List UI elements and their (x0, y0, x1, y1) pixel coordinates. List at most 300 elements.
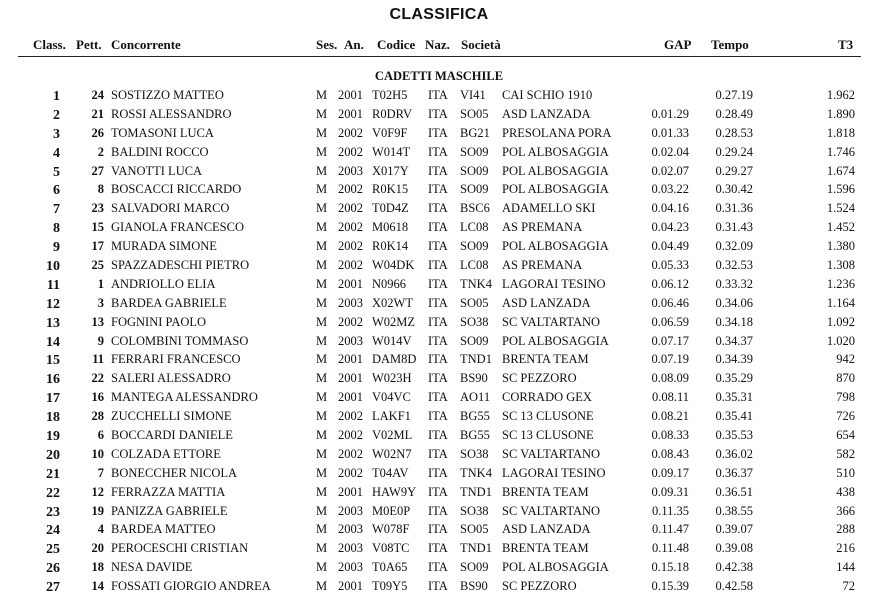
bib-number: 18 (91, 560, 104, 575)
birth-year: 2002 (338, 220, 363, 235)
birth-year: 2001 (338, 484, 363, 499)
t3-points: 1.380 (826, 239, 855, 254)
club-name: ASD LANZADA (502, 106, 591, 121)
header-year: An. (344, 37, 364, 52)
birth-year: 2003 (338, 163, 363, 178)
bib-number: 19 (91, 503, 104, 518)
header-club: Società (461, 37, 501, 52)
position: 15 (46, 353, 60, 369)
gap-time: 0.01.33 (651, 125, 689, 140)
sex: M (316, 125, 328, 140)
t3-points: 438 (836, 484, 855, 499)
t3-points: 870 (836, 371, 855, 386)
sex: M (316, 428, 328, 443)
gap-time: 0.08.33 (651, 428, 689, 443)
competitor-name: COLZADA ETTORE (111, 446, 221, 461)
club-code: BG21 (460, 125, 490, 140)
sex: M (316, 295, 328, 310)
table-row (0, 426, 878, 445)
competitor-name: MURADA SIMONE (111, 239, 217, 254)
competitor-name: COLOMBINI TOMMASO (111, 333, 249, 348)
birth-year: 2002 (338, 258, 363, 273)
club-name: LAGORAI TESINO (502, 276, 606, 291)
position: 24 (46, 523, 60, 539)
bib-number: 10 (91, 446, 104, 461)
birth-year: 2001 (338, 352, 363, 367)
header-sex: Ses. (316, 37, 338, 52)
nationality: ITA (428, 106, 448, 121)
header-divider (18, 56, 861, 57)
nationality: ITA (428, 276, 448, 291)
position: 6 (53, 183, 60, 199)
birth-year: 2001 (338, 276, 363, 291)
birth-year: 2003 (338, 503, 363, 518)
competitor-name: SPAZZADESCHI PIETRO (111, 258, 250, 273)
bib-number: 16 (91, 390, 104, 405)
sex: M (316, 333, 328, 348)
finish-time: 0.36.02 (715, 446, 753, 461)
sex: M (316, 144, 328, 159)
header-nationality: Naz. (425, 37, 450, 52)
competitor-name: ZUCCHELLI SIMONE (111, 409, 232, 424)
table-row (0, 332, 878, 351)
bib-number: 27 (91, 163, 104, 178)
finish-time: 0.35.29 (715, 371, 753, 386)
t3-points: 582 (836, 446, 855, 461)
header-class: Class. (33, 37, 66, 52)
club-name: SC 13 CLUSONE (502, 428, 594, 443)
club-code: BS90 (460, 579, 488, 594)
competitor-name: MANTEGA ALESSANDRO (111, 390, 258, 405)
birth-year: 2003 (338, 560, 363, 575)
birth-year: 2002 (338, 428, 363, 443)
competitor-name: FOGNINI PAOLO (111, 314, 207, 329)
position: 8 (53, 221, 60, 237)
birth-year: 2002 (338, 182, 363, 197)
athlete-code: W023H (372, 371, 412, 386)
competitor-name: ROSSI ALESSANDRO (111, 106, 232, 121)
position: 23 (46, 504, 60, 520)
club-name: AS PREMANA (502, 220, 583, 235)
birth-year: 2003 (338, 333, 363, 348)
position: 18 (46, 410, 60, 426)
gap-time: 0.04.23 (651, 220, 689, 235)
competitor-name: PEROCESCHI CRISTIAN (111, 541, 249, 556)
nationality: ITA (428, 484, 448, 499)
finish-time: 0.34.06 (715, 295, 753, 310)
club-code: SO09 (460, 239, 489, 254)
header-t3: T3 (838, 37, 854, 52)
nationality: ITA (428, 503, 448, 518)
club-name: SC PEZZORO (502, 579, 577, 594)
club-code: BG55 (460, 409, 490, 424)
club-code: BS90 (460, 371, 488, 386)
nationality: ITA (428, 201, 448, 216)
club-code: SO09 (460, 144, 489, 159)
t3-points: 1.818 (826, 125, 855, 140)
competitor-name: BOCCARDI DANIELE (111, 428, 233, 443)
nationality: ITA (428, 182, 448, 197)
position: 7 (53, 202, 60, 218)
nationality: ITA (428, 541, 448, 556)
club-code: SO09 (460, 182, 489, 197)
birth-year: 2002 (338, 446, 363, 461)
bib-number: 26 (91, 125, 104, 140)
sex: M (316, 182, 328, 197)
gap-time: 0.06.59 (651, 314, 689, 329)
nationality: ITA (428, 522, 448, 537)
birth-year: 2002 (338, 314, 363, 329)
gap-time: 0.09.17 (651, 465, 689, 480)
finish-time: 0.39.08 (715, 541, 753, 556)
competitor-name: SALVADORI MARCO (111, 201, 230, 216)
gap-time: 0.15.39 (651, 579, 689, 594)
position: 21 (46, 466, 60, 482)
competitor-name: NESA DAVIDE (111, 560, 193, 575)
nationality: ITA (428, 428, 448, 443)
nationality: ITA (428, 352, 448, 367)
t3-points: 1.674 (826, 163, 855, 178)
gap-time: 0.08.11 (651, 390, 689, 405)
table-row (0, 143, 878, 162)
t3-points: 1.164 (826, 295, 855, 310)
sex: M (316, 560, 328, 575)
athlete-code: R0K14 (372, 239, 409, 254)
table-row (0, 105, 878, 124)
gap-time: 0.11.47 (651, 522, 689, 537)
sex: M (316, 239, 328, 254)
finish-time: 0.36.37 (715, 465, 753, 480)
club-code: SO05 (460, 106, 489, 121)
athlete-code: W02N7 (372, 446, 412, 461)
club-code: TND1 (460, 484, 492, 499)
sex: M (316, 276, 328, 291)
header-gap: GAP (664, 37, 692, 52)
nationality: ITA (428, 314, 448, 329)
birth-year: 2002 (338, 144, 363, 159)
athlete-code: W014V (372, 333, 412, 348)
club-code: SO09 (460, 560, 489, 575)
birth-year: 2001 (338, 88, 363, 102)
club-name: LAGORAI TESINO (502, 465, 606, 480)
t3-points: 1.524 (826, 201, 855, 216)
nationality: ITA (428, 220, 448, 235)
t3-points: 510 (836, 465, 855, 480)
finish-time: 0.31.43 (715, 220, 753, 235)
table-row (0, 520, 878, 539)
table-row (0, 86, 878, 105)
bib-number: 7 (97, 465, 104, 480)
nationality: ITA (428, 579, 448, 594)
finish-time: 0.36.51 (715, 484, 753, 499)
club-name: POL ALBOSAGGIA (502, 560, 609, 575)
nationality: ITA (428, 560, 448, 575)
club-name: SC VALTARTANO (502, 503, 601, 518)
finish-time: 0.29.27 (715, 163, 753, 178)
birth-year: 2001 (338, 371, 363, 386)
competitor-name: VANOTTI LUCA (111, 163, 203, 178)
club-code: VI41 (460, 88, 486, 102)
nationality: ITA (428, 295, 448, 310)
athlete-code: V08TC (372, 541, 410, 556)
table-row (0, 237, 878, 256)
position: 11 (46, 277, 60, 293)
t3-points: 798 (836, 390, 855, 405)
position: 2 (53, 107, 60, 123)
club-name: ADAMELLO SKI (502, 201, 596, 216)
table-row (0, 256, 878, 275)
club-name: POL ALBOSAGGIA (502, 239, 609, 254)
bib-number: 11 (92, 352, 104, 367)
finish-time: 0.34.18 (715, 314, 753, 329)
birth-year: 2002 (338, 125, 363, 140)
finish-time: 0.30.42 (715, 182, 753, 197)
sex: M (316, 579, 328, 594)
sex: M (316, 484, 328, 499)
position: 13 (46, 315, 60, 331)
table-row (0, 558, 878, 577)
nationality: ITA (428, 409, 448, 424)
club-code: TNK4 (460, 276, 492, 291)
nationality: ITA (428, 465, 448, 480)
bib-number: 13 (91, 314, 104, 329)
sex: M (316, 371, 328, 386)
sex: M (316, 258, 328, 273)
page-title: CLASSIFICA (389, 6, 489, 23)
finish-time: 0.35.41 (715, 409, 753, 424)
competitor-name: BARDEA GABRIELE (111, 295, 227, 310)
gap-time: 0.11.35 (651, 503, 689, 518)
athlete-code: R0K15 (372, 182, 409, 197)
sex: M (316, 446, 328, 461)
club-code: SO09 (460, 333, 489, 348)
gap-time: 0.07.17 (651, 333, 689, 348)
t3-points: 1.596 (826, 182, 855, 197)
club-name: BRENTA TEAM (502, 541, 589, 556)
sex: M (316, 522, 328, 537)
t3-points: 1.962 (826, 88, 855, 102)
header-time: Tempo (711, 37, 749, 52)
athlete-code: X02WT (372, 295, 413, 310)
gap-time: 0.08.09 (651, 371, 689, 386)
finish-time: 0.42.38 (715, 560, 753, 575)
gap-time: 0.15.18 (651, 560, 689, 575)
category-title: CADETTI MASCHILE (374, 69, 504, 83)
birth-year: 2001 (338, 106, 363, 121)
position: 27 (46, 580, 60, 596)
bib-number: 8 (97, 182, 104, 197)
club-name: POL ALBOSAGGIA (502, 163, 609, 178)
club-code: BG55 (460, 428, 490, 443)
gap-time: 0.01.29 (651, 106, 689, 121)
table-row (0, 577, 878, 596)
finish-time: 0.34.39 (715, 352, 753, 367)
competitor-name: BALDINI ROCCO (111, 144, 209, 159)
club-name: AS PREMANA (502, 258, 583, 273)
header-code: Codice (377, 37, 416, 52)
finish-time: 0.28.49 (715, 106, 753, 121)
competitor-name: ANDRIOLLO ELIA (111, 276, 216, 291)
club-name: POL ALBOSAGGIA (502, 144, 609, 159)
sex: M (316, 88, 328, 102)
t3-points: 216 (836, 541, 855, 556)
table-row (0, 388, 878, 407)
position: 4 (53, 145, 60, 161)
sex: M (316, 220, 328, 235)
competitor-name: BARDEA MATTEO (111, 522, 216, 537)
bib-number: 6 (97, 428, 104, 443)
finish-time: 0.35.31 (715, 390, 753, 405)
t3-points: 726 (836, 409, 855, 424)
bib-number: 23 (91, 201, 104, 216)
athlete-code: LAKF1 (372, 409, 411, 424)
table-row (0, 407, 878, 426)
finish-time: 0.29.24 (715, 144, 753, 159)
club-name: SC 13 CLUSONE (502, 409, 594, 424)
table-row (0, 483, 878, 502)
athlete-code: DAM8D (372, 352, 417, 367)
bib-number: 14 (91, 579, 104, 594)
birth-year: 2003 (338, 541, 363, 556)
gap-time: 0.03.22 (651, 182, 689, 197)
club-name: CAI SCHIO 1910 (502, 88, 593, 102)
sex: M (316, 409, 328, 424)
athlete-code: M0E0P (372, 503, 411, 518)
finish-time: 0.33.32 (715, 276, 753, 291)
finish-time: 0.34.37 (715, 333, 753, 348)
gap-time: 0.04.49 (651, 239, 689, 254)
sex: M (316, 465, 328, 480)
club-name: SC VALTARTANO (502, 314, 601, 329)
birth-year: 2002 (338, 409, 363, 424)
position: 19 (46, 429, 60, 445)
bib-number: 4 (97, 522, 104, 537)
club-code: LC08 (460, 258, 489, 273)
birth-year: 2002 (338, 201, 363, 216)
competitor-name: SOSTIZZO MATTEO (111, 88, 224, 102)
position: 5 (53, 164, 60, 180)
sex: M (316, 503, 328, 518)
club-code: BSC6 (460, 201, 490, 216)
position: 9 (53, 240, 60, 256)
finish-time: 0.31.36 (715, 201, 753, 216)
position: 26 (46, 561, 60, 577)
nationality: ITA (428, 258, 448, 273)
nationality: ITA (428, 125, 448, 140)
t3-points: 288 (836, 522, 855, 537)
competitor-name: FERRAZZA MATTIA (111, 484, 226, 499)
athlete-code: T0D4Z (372, 201, 409, 216)
gap-time: 0.02.07 (651, 163, 689, 178)
club-code: SO38 (460, 503, 489, 518)
sex: M (316, 541, 328, 556)
club-code: SO38 (460, 314, 489, 329)
t3-points: 144 (836, 560, 855, 575)
nationality: ITA (428, 163, 448, 178)
athlete-code: W04DK (372, 258, 415, 273)
athlete-code: V0F9F (372, 125, 408, 140)
results-list (0, 86, 878, 596)
position: 25 (46, 542, 60, 558)
sex: M (316, 201, 328, 216)
birth-year: 2002 (338, 465, 363, 480)
nationality: ITA (428, 239, 448, 254)
club-code: SO05 (460, 295, 489, 310)
sex: M (316, 106, 328, 121)
header-competitor: Concorrente (111, 37, 181, 52)
position: 3 (53, 126, 60, 142)
birth-year: 2003 (338, 295, 363, 310)
nationality: ITA (428, 144, 448, 159)
table-row (0, 502, 878, 521)
gap-time: 0.06.12 (651, 276, 689, 291)
club-name: CORRADO GEX (502, 390, 592, 405)
gap-time: 0.07.19 (651, 352, 689, 367)
athlete-code: N0966 (372, 276, 407, 291)
athlete-code: T09Y5 (372, 579, 408, 594)
athlete-code: W078F (372, 522, 410, 537)
position: 10 (46, 259, 60, 275)
club-name: SC VALTARTANO (502, 446, 601, 461)
club-name: PRESOLANA PORA (502, 125, 612, 140)
sex: M (316, 352, 328, 367)
club-code: TND1 (460, 541, 492, 556)
birth-year: 2003 (338, 522, 363, 537)
competitor-name: FOSSATI GIORGIO ANDREA (111, 579, 271, 594)
finish-time: 0.32.53 (715, 258, 753, 273)
position: 17 (46, 391, 60, 407)
athlete-code: W02MZ (372, 314, 416, 329)
gap-time: 0.06.46 (651, 295, 689, 310)
table-row (0, 539, 878, 558)
position: 22 (46, 485, 60, 501)
competitor-name: GIANOLA FRANCESCO (111, 220, 245, 235)
club-name: BRENTA TEAM (502, 352, 589, 367)
athlete-code: T0A65 (372, 560, 408, 575)
bib-number: 21 (91, 106, 104, 121)
bib-number: 25 (91, 258, 104, 273)
finish-time: 0.28.53 (715, 125, 753, 140)
bib-number: 28 (91, 409, 104, 424)
table-row (0, 199, 878, 218)
bib-number: 20 (91, 541, 104, 556)
sex: M (316, 163, 328, 178)
gap-time: 0.11.48 (651, 541, 689, 556)
header-bib: Pett. (76, 37, 102, 52)
finish-time: 0.42.58 (715, 579, 753, 594)
table-row (0, 445, 878, 464)
t3-points: 72 (842, 579, 855, 594)
bib-number: 22 (91, 371, 104, 386)
table-row (0, 124, 878, 143)
bib-number: 15 (91, 220, 104, 235)
club-code: AO11 (460, 390, 491, 405)
club-name: BRENTA TEAM (502, 484, 589, 499)
table-row (0, 162, 878, 181)
athlete-code: X017Y (372, 163, 409, 178)
finish-time: 0.32.09 (715, 239, 753, 254)
bib-number: 17 (91, 239, 104, 254)
table-row (0, 218, 878, 237)
club-code: LC08 (460, 220, 489, 235)
nationality: ITA (428, 390, 448, 405)
birth-year: 2001 (338, 579, 363, 594)
table-row (0, 275, 878, 294)
athlete-code: T04AV (372, 465, 409, 480)
finish-time: 0.27.19 (715, 88, 753, 102)
table-row (0, 369, 878, 388)
table-row (0, 294, 878, 313)
